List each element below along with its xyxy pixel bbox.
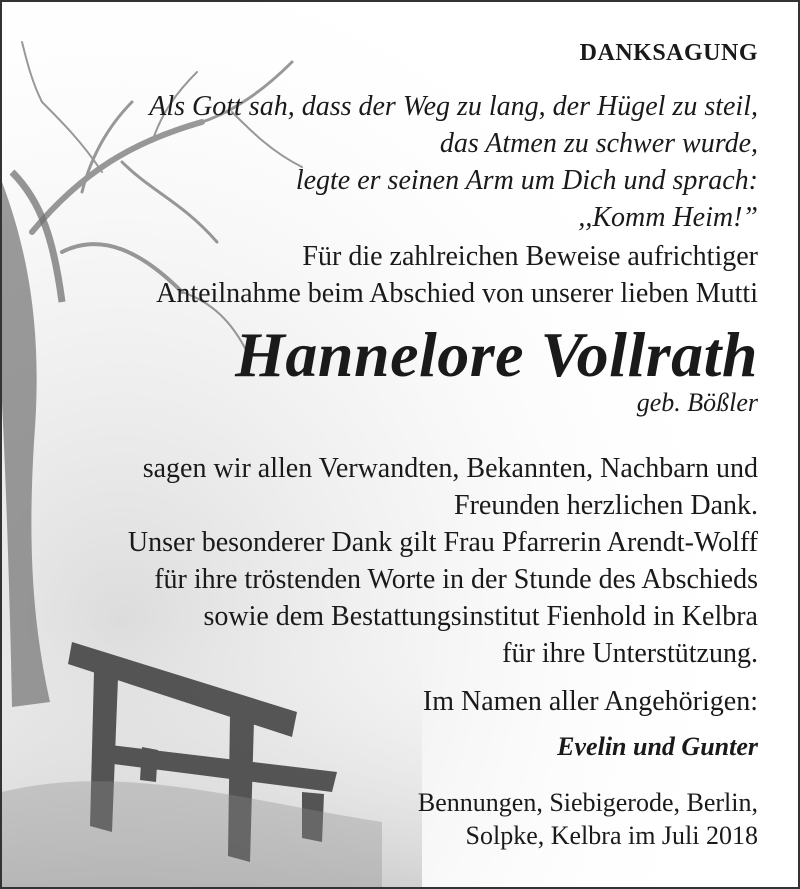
poem-line: das Atmen zu schwer wurde,	[439, 128, 758, 159]
thanks-line: für ihre Unterstützung.	[502, 638, 758, 669]
signers: Evelin und Gunter	[557, 732, 758, 761]
thanks-line: Freunden herzlichen Dank.	[454, 490, 758, 521]
thanks-line: sagen wir allen Verwandten, Bekannten, Nachbarn und	[142, 453, 758, 484]
place-line: Solpke, Kelbra im Juli 2018	[465, 821, 758, 850]
heading: DANKSAGUNG	[579, 40, 758, 66]
intro-line: Für die zahlreichen Beweise aufrichtiger	[302, 241, 758, 272]
poem	[149, 88, 758, 236]
thanks-line: sowie dem Bestattungsinstitut Fienhold in Kelbra	[203, 601, 758, 632]
place-line: Bennungen, Siebigerode, Berlin,	[417, 788, 758, 817]
poem-line: legte er seinen Arm um Dich und sprach:	[295, 165, 758, 196]
poem-line: Als Gott sah, dass der Weg zu lang, der Hügel zu steil,	[149, 91, 758, 122]
intro-text	[156, 238, 758, 312]
place-and-date	[418, 786, 758, 852]
intro-line: Anteilnahme beim Abschied von unserer lieben Mutti	[156, 278, 758, 309]
deceased-name: Hannelore Vollrath	[235, 319, 758, 390]
thanks-text	[128, 450, 758, 672]
thanks-line: für ihre tröstenden Worte in der Stunde des Abschieds	[154, 564, 758, 595]
poem-line: ,,Komm Heim!”	[578, 202, 758, 233]
maiden-name: geb. Bößler	[636, 388, 758, 417]
closing-text: Im Namen aller Angehörigen:	[422, 686, 758, 717]
thanks-line: Unser besonderer Dank gilt Frau Pfarrerin Arendt-Wolff	[127, 527, 758, 558]
